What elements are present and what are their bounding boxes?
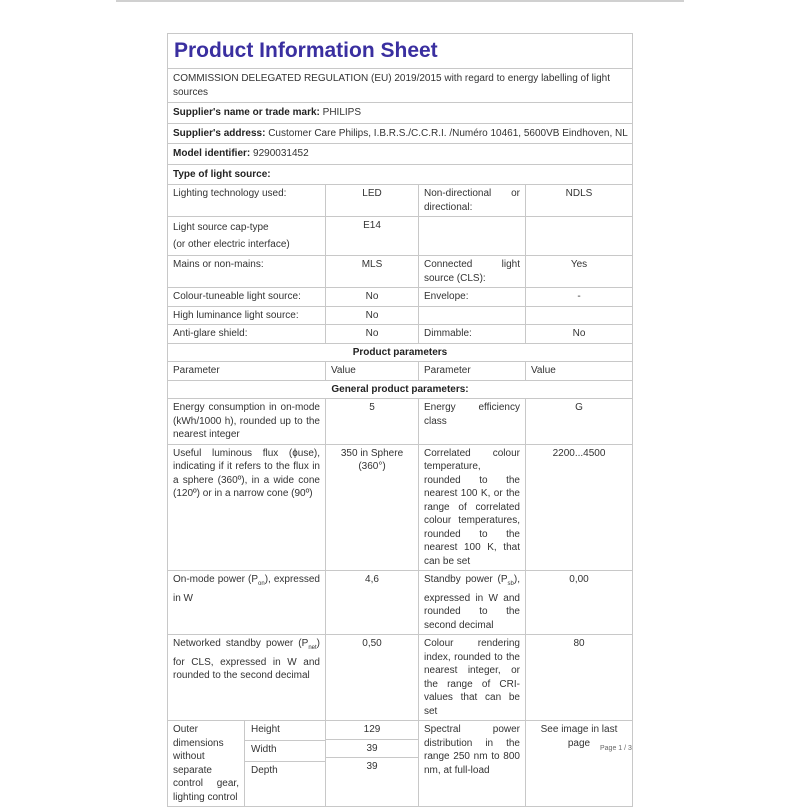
cell-value: No	[526, 325, 633, 344]
cell-label: Energy consumption in on-mode (kWh/1000 h), rounded up to the nearest integer	[168, 399, 326, 445]
cell-value: -	[526, 288, 633, 307]
cell-label: Mains or non-mains:	[168, 256, 326, 288]
column-header: Value	[526, 362, 633, 381]
cell-value: Yes	[526, 256, 633, 288]
supplier-address-row	[168, 123, 633, 144]
column-header: Parameter	[168, 362, 326, 381]
cell-value: No	[326, 306, 419, 325]
cell-label: High luminance light source:	[168, 306, 326, 325]
cell-label: Useful luminous flux (ɸuse), indicating if it refers to the flux in a sphere (360º), in a wide cone (120º) or in a narrow cone (90º)	[168, 444, 326, 571]
type-of-light-source-label: Type of light source:	[168, 164, 633, 185]
label-text: Networked standby power (P	[173, 638, 309, 649]
page-number: Page 1 / 3	[600, 745, 632, 752]
cell-label: Dimmable:	[419, 325, 526, 344]
model-row	[168, 144, 633, 165]
cell-value: 80	[526, 635, 633, 721]
dimensions-values	[326, 721, 418, 802]
model-value: 9290031452	[253, 148, 309, 159]
regulation-text: COMMISSION DELEGATED REGULATION (EU) 2019/2015 with regard to energy labelling of light sources	[168, 69, 633, 103]
cell-value: 5	[326, 399, 419, 445]
column-header-row	[168, 362, 633, 381]
subscript: sb	[507, 581, 514, 587]
cell-label: Spectral power distribution in the range 250 nm to 800 nm, at full-load	[419, 721, 526, 807]
sheet-table	[167, 33, 633, 807]
lighting-technology-row	[168, 185, 633, 217]
product-information-sheet	[167, 33, 632, 807]
cell-value: No	[326, 288, 419, 307]
width-value: 39	[326, 739, 418, 758]
cell-label: Energy efficiency class	[419, 399, 526, 445]
cell-label	[419, 217, 526, 256]
dimensions-subtable	[168, 721, 325, 806]
height-value: 129	[326, 721, 418, 739]
subscript: on	[258, 581, 265, 587]
cell-value: 0,00	[526, 571, 633, 635]
cell-value	[526, 217, 633, 256]
supplier-address-value: Customer Care Philips, I.B.R.S./C.C.R.I. /Numéro 10461, 5600VB Eindhoven, NL	[268, 127, 628, 139]
cell-label: Connected light source (CLS):	[419, 256, 526, 288]
general-parameters-header: General product parameters:	[168, 380, 633, 399]
cell-value: See image in last page	[526, 721, 633, 807]
column-header: Parameter	[419, 362, 526, 381]
on-mode-power-row	[168, 571, 633, 635]
supplier-name-label: Supplier's name or trade mark:	[173, 107, 320, 118]
page-title: Product Information Sheet	[174, 39, 438, 62]
cell-value: 350 in Sphere (360°)	[326, 444, 419, 571]
cell-label	[419, 571, 526, 635]
cap-type-row	[168, 217, 633, 256]
cell-value: LED	[326, 185, 419, 217]
top-divider	[116, 0, 684, 2]
label-text: ), expressed in W and rounded to the second decimal	[424, 574, 520, 631]
subscript: net	[308, 645, 317, 651]
cell-value	[526, 306, 633, 325]
label-text: On-mode power (P	[173, 574, 259, 585]
cell-label: Non-directional or directional:	[419, 185, 526, 217]
cell-label: Colour-tuneable light source:	[168, 288, 326, 307]
cell-label: Lighting technology used:	[168, 185, 326, 217]
label-text: Standby power (P	[424, 574, 508, 585]
label-text: ), expressed in W	[173, 574, 320, 604]
cell-value: 4,6	[326, 571, 419, 635]
outer-dimensions-row	[168, 721, 633, 807]
cell-label: Colour rendering index, rounded to the nearest integer, or the range of CRI-values that can be set	[419, 635, 526, 721]
cap-type-label: Light source cap-type	[173, 222, 269, 233]
high-luminance-row	[168, 306, 633, 325]
product-parameters-header: Product parameters	[168, 343, 633, 362]
cell-value: MLS	[326, 256, 419, 288]
luminous-flux-row	[168, 444, 633, 571]
mains-row	[168, 256, 633, 288]
supplier-name-value: PHILIPS	[322, 107, 362, 118]
colour-tuneable-row	[168, 288, 633, 307]
cell-label	[168, 217, 326, 256]
depth-value: 39	[366, 761, 378, 772]
width-label: Width	[245, 741, 326, 762]
supplier-name-row	[168, 103, 633, 124]
label-text: ) for CLS, expressed in W and rounded to the second decimal	[173, 638, 320, 681]
cell-label	[168, 635, 326, 721]
outer-dimensions-cell	[168, 721, 326, 807]
cell-value: 2200...4500	[526, 444, 633, 571]
height-label: Height	[245, 721, 326, 741]
networked-standby-row	[168, 635, 633, 721]
anti-glare-row	[168, 325, 633, 344]
column-header: Value	[326, 362, 419, 381]
cell-value: 0,50	[326, 635, 419, 721]
cap-type-sublabel: (or other electric interface)	[173, 239, 290, 250]
cell-label	[419, 306, 526, 325]
cell-label	[168, 571, 326, 635]
cell-label: Anti-glare shield:	[168, 325, 326, 344]
dimensions-values-cell	[326, 721, 419, 807]
cell-value: G	[526, 399, 633, 445]
cell-value: No	[326, 325, 419, 344]
cell-value: E14	[326, 217, 419, 256]
model-label: Model identifier:	[173, 148, 251, 159]
energy-row	[168, 399, 633, 445]
cell-label: Envelope:	[419, 288, 526, 307]
supplier-address-label: Supplier's address:	[173, 127, 266, 139]
depth-label: Depth	[245, 762, 326, 807]
cell-value: NDLS	[526, 185, 633, 217]
cell-label: Correlated colour temperature, rounded to the nearest 100 K, or the range of correlated colour temperatures, rounded to the nearest 100 K, that can be set	[419, 444, 526, 571]
cell-label: Outer dimensions without separate control gear, lighting control	[173, 724, 239, 803]
